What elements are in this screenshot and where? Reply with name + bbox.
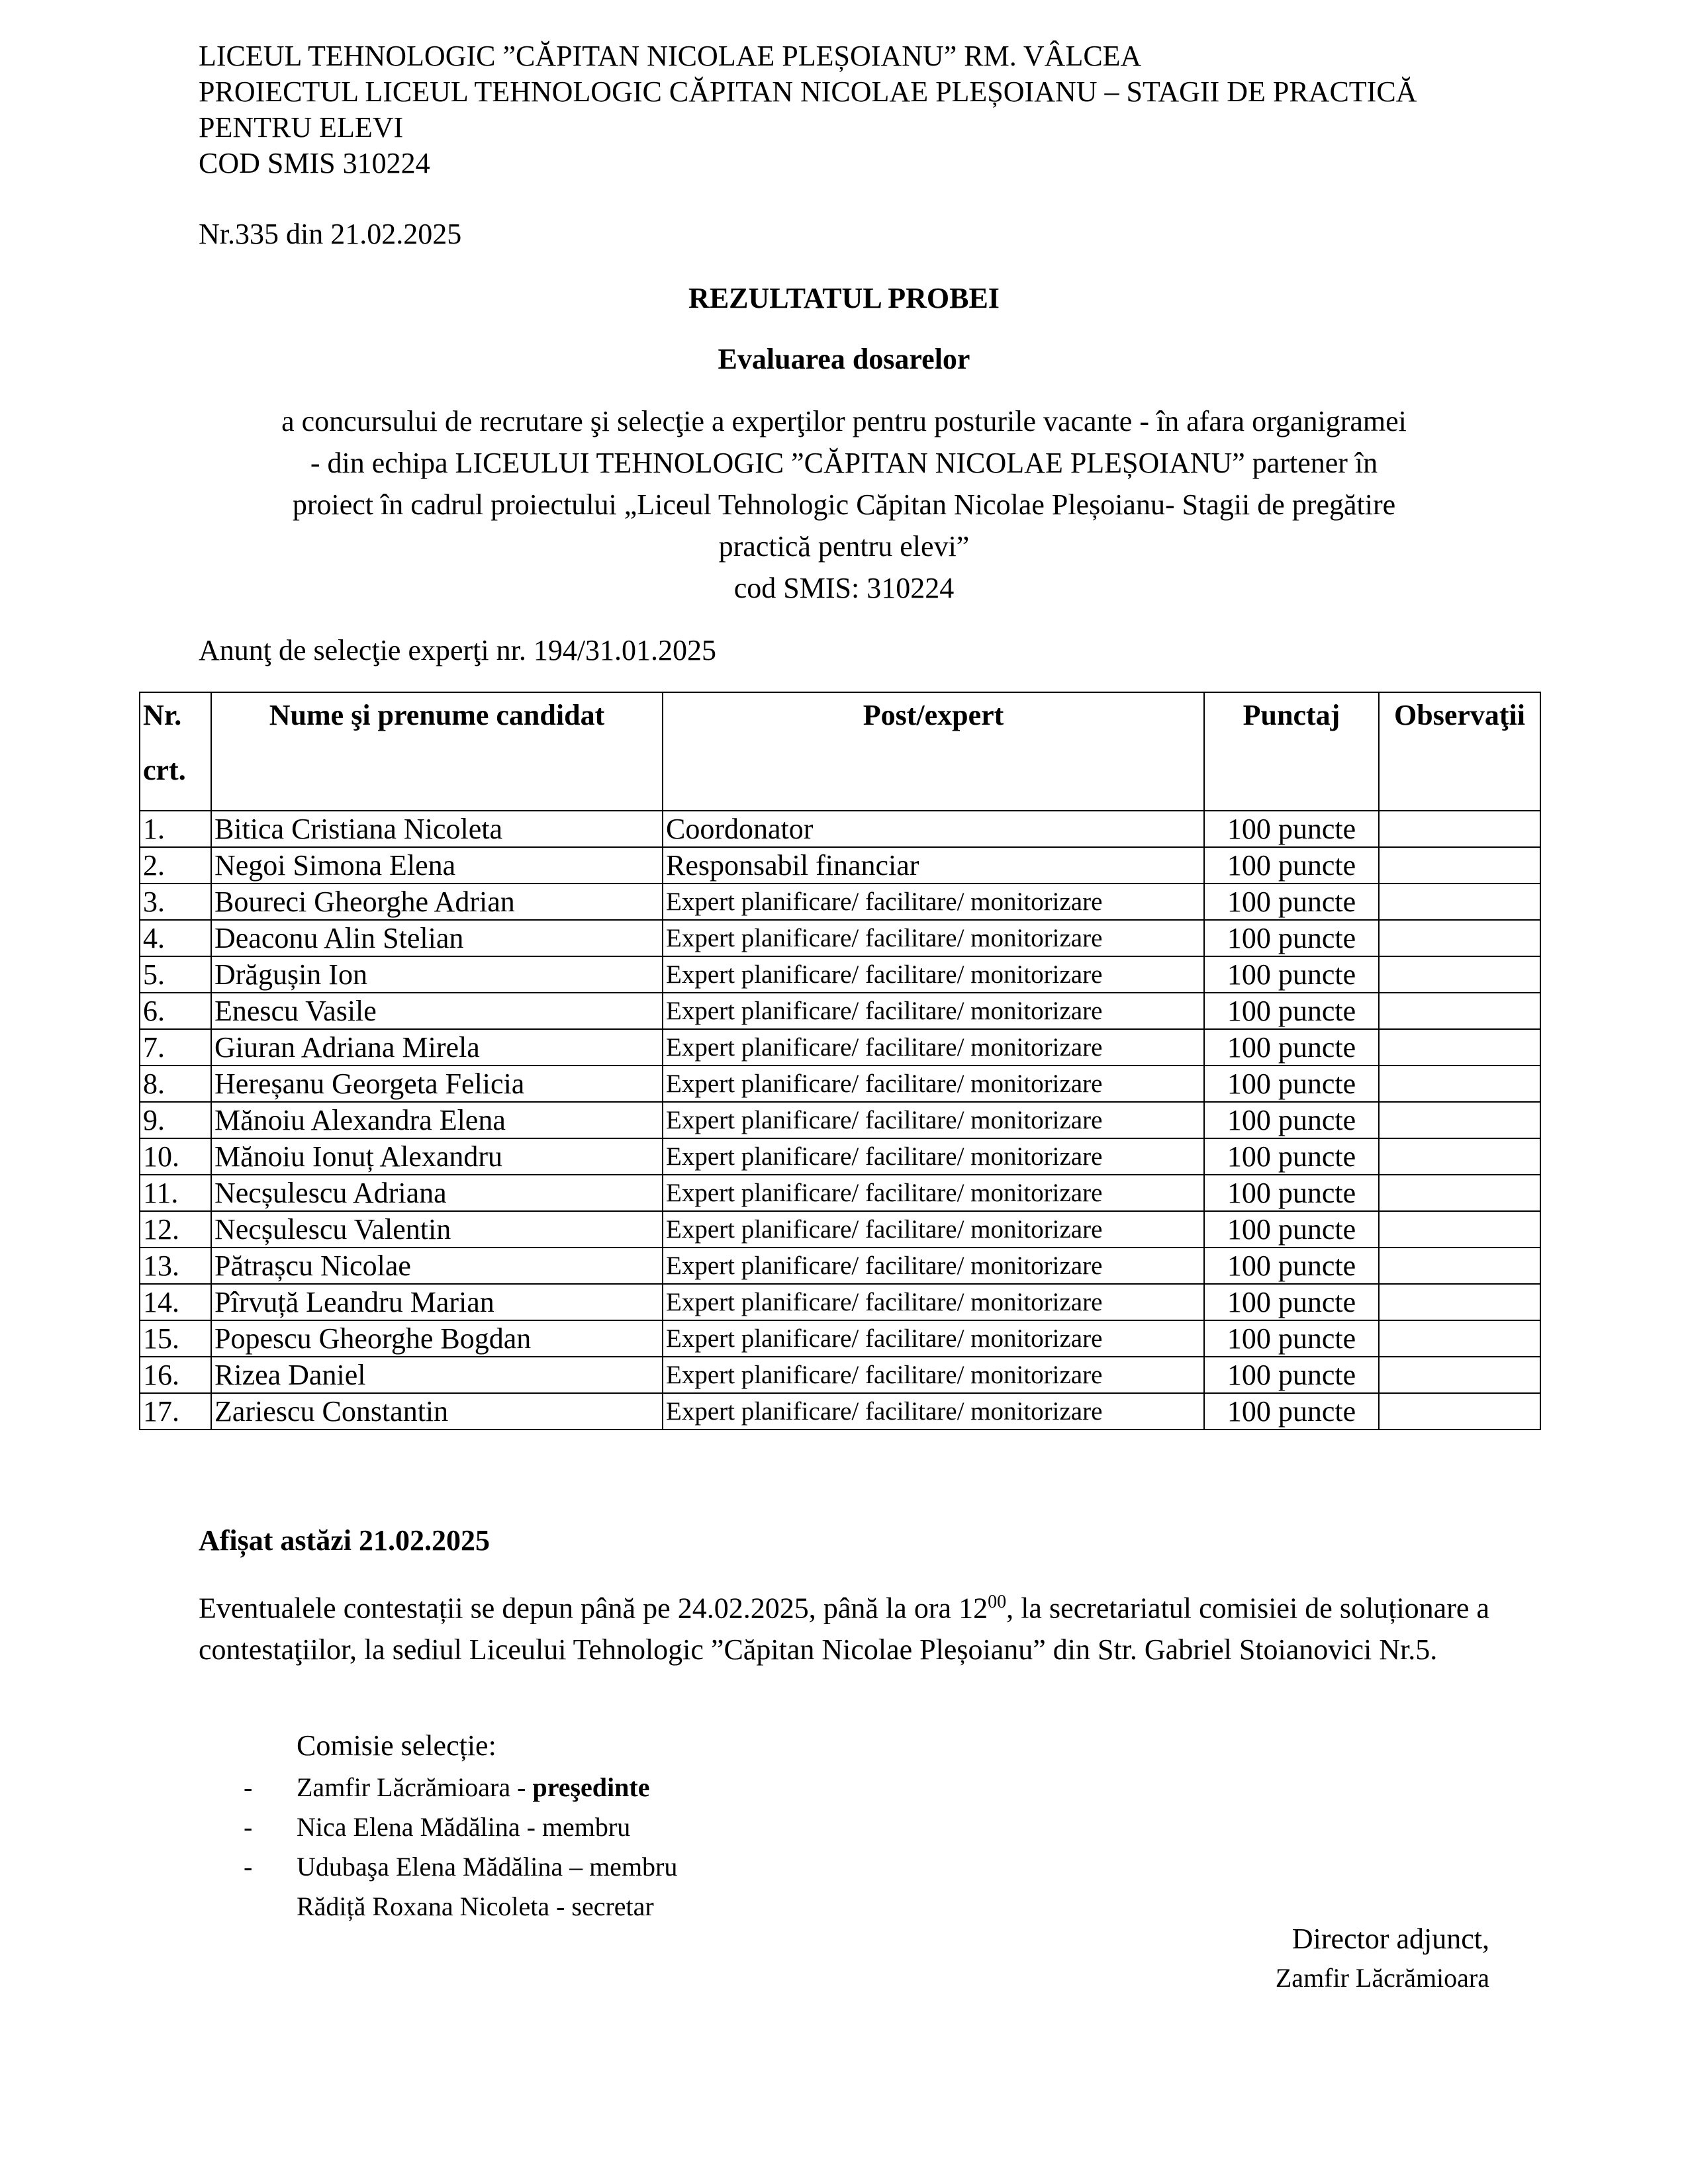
candidate-observations bbox=[1379, 1320, 1540, 1357]
table-row bbox=[140, 1284, 1540, 1320]
table-header-row bbox=[140, 692, 1540, 811]
candidate-observations bbox=[1379, 1029, 1540, 1066]
header-line: PENTRU ELEVI bbox=[199, 111, 404, 144]
candidate-name: Drăgușin Ion bbox=[211, 956, 663, 993]
table-row bbox=[140, 1138, 1540, 1175]
header-name: Nume şi prenume candidat bbox=[211, 692, 663, 811]
signature-name: Zamfir Lăcrămioara bbox=[1275, 1963, 1489, 1993]
candidate-name: Rizea Daniel bbox=[211, 1357, 663, 1393]
committee-member: - Udubaşa Elena Mădălina – membru bbox=[244, 1852, 678, 1882]
candidate-score: 100 puncte bbox=[1204, 1175, 1379, 1211]
candidate-score: 100 puncte bbox=[1204, 956, 1379, 993]
candidate-name: Deaconu Alin Stelian bbox=[211, 920, 663, 956]
candidate-observations bbox=[1379, 1066, 1540, 1102]
candidate-name: Hereșanu Georgeta Felicia bbox=[211, 1066, 663, 1102]
candidate-post: Expert planificare/ facilitare/ monitorizare bbox=[663, 1102, 1204, 1138]
candidate-score: 100 puncte bbox=[1204, 1248, 1379, 1284]
row-number: 16. bbox=[140, 1357, 211, 1393]
candidate-score: 100 puncte bbox=[1204, 847, 1379, 884]
candidate-name: Mănoiu Alexandra Elena bbox=[211, 1102, 663, 1138]
candidate-observations bbox=[1379, 1393, 1540, 1430]
candidate-post: Expert planificare/ facilitare/ monitorizare bbox=[663, 1284, 1204, 1320]
candidate-post: Expert planificare/ facilitare/ monitorizare bbox=[663, 1029, 1204, 1066]
candidate-score: 100 puncte bbox=[1204, 993, 1379, 1029]
candidate-observations bbox=[1379, 1138, 1540, 1175]
candidate-name: Mănoiu Ionuț Alexandru bbox=[211, 1138, 663, 1175]
candidate-observations bbox=[1379, 1211, 1540, 1248]
candidate-observations bbox=[1379, 956, 1540, 993]
candidate-name: Necșulescu Adriana bbox=[211, 1175, 663, 1211]
candidate-post: Expert planificare/ facilitare/ monitorizare bbox=[663, 920, 1204, 956]
candidate-score: 100 puncte bbox=[1204, 811, 1379, 847]
row-number: 3. bbox=[140, 884, 211, 920]
contest-notice: Eventualele contestații se depun până pe 24.02.2025, până la ora $12^{00}$, la secretariatul comisiei de soluționare a contestaţiilor, la sediul Liceului Tehnologic ”Căpitan Nicolae Pleșoianu” din Str. Gabriel Stoianovici Nr.5. bbox=[199, 1592, 1490, 1666]
candidate-score: 100 puncte bbox=[1204, 1138, 1379, 1175]
candidate-score: 100 puncte bbox=[1204, 1393, 1379, 1430]
candidate-score: 100 puncte bbox=[1204, 920, 1379, 956]
candidate-name: Popescu Gheorghe Bogdan bbox=[211, 1320, 663, 1357]
table-row bbox=[140, 1393, 1540, 1430]
table-row bbox=[140, 1357, 1540, 1393]
row-number: 14. bbox=[140, 1284, 211, 1320]
candidate-post: Expert planificare/ facilitare/ monitorizare bbox=[663, 1066, 1204, 1102]
candidate-score: 100 puncte bbox=[1204, 1066, 1379, 1102]
candidate-name: Giuran Adriana Mirela bbox=[211, 1029, 663, 1066]
description-line: - din echipa LICEULUI TEHNOLOGIC ”CĂPITAN NICOLAE PLEȘOIANU” partener în bbox=[310, 447, 1378, 479]
candidate-name: Enescu Vasile bbox=[211, 993, 663, 1029]
table-row bbox=[140, 884, 1540, 920]
candidate-observations bbox=[1379, 1357, 1540, 1393]
description-line: a concursului de recrutare şi selecţie a experţilor pentru posturile vacante - în afara organigramei bbox=[281, 405, 1407, 437]
committee-member: - Zamfir Lăcrămioara - preşedinte bbox=[244, 1772, 650, 1802]
description-line: cod SMIS: 310224 bbox=[733, 572, 955, 604]
candidate-post: Expert planificare/ facilitare/ monitorizare bbox=[663, 1393, 1204, 1430]
candidate-score: 100 puncte bbox=[1204, 1211, 1379, 1248]
table-row bbox=[140, 1029, 1540, 1066]
results-table bbox=[139, 692, 1541, 1430]
signature-title: Director adjunct, bbox=[1291, 1923, 1489, 1955]
posted-date: Afișat astăzi 21.02.2025 bbox=[199, 1524, 490, 1557]
candidate-post: Expert planificare/ facilitare/ monitorizare bbox=[663, 1320, 1204, 1357]
candidate-post: Coordonator bbox=[663, 811, 1204, 847]
candidate-observations bbox=[1379, 1248, 1540, 1284]
candidate-name: Bitica Cristiana Nicoleta bbox=[211, 811, 663, 847]
committee-member: Rădiță Roxana Nicoleta - secretar bbox=[297, 1891, 654, 1921]
candidate-name: Pîrvuță Leandru Marian bbox=[211, 1284, 663, 1320]
row-number: 1. bbox=[140, 811, 211, 847]
row-number: 12. bbox=[140, 1211, 211, 1248]
institution-header bbox=[199, 38, 1417, 181]
document-subtitle: Evaluarea dosarelor bbox=[718, 343, 970, 375]
document-title: REZULTATUL PROBEI bbox=[688, 282, 1000, 314]
header-nr: Nr. crt. bbox=[140, 692, 211, 811]
candidate-score: 100 puncte bbox=[1204, 884, 1379, 920]
table-row bbox=[140, 1066, 1540, 1102]
row-number: 4. bbox=[140, 920, 211, 956]
candidate-post: Expert planificare/ facilitare/ monitorizare bbox=[663, 884, 1204, 920]
candidate-score: 100 puncte bbox=[1204, 1102, 1379, 1138]
table-row bbox=[140, 956, 1540, 993]
committee-title: Comisie selecție: bbox=[297, 1729, 496, 1762]
candidate-name: Necșulescu Valentin bbox=[211, 1211, 663, 1248]
candidate-name: Zariescu Constantin bbox=[211, 1393, 663, 1430]
candidate-observations bbox=[1379, 993, 1540, 1029]
committee-member: - Nica Elena Mădălina - membru bbox=[244, 1812, 631, 1842]
table-row bbox=[140, 920, 1540, 956]
candidate-post: Responsabil financiar bbox=[663, 847, 1204, 884]
table-row bbox=[140, 993, 1540, 1029]
candidate-observations bbox=[1379, 1102, 1540, 1138]
candidate-score: 100 puncte bbox=[1204, 1320, 1379, 1357]
description-line: practică pentru elevi” bbox=[718, 530, 970, 563]
row-number: 15. bbox=[140, 1320, 211, 1357]
candidate-name: Negoi Simona Elena bbox=[211, 847, 663, 884]
candidate-observations bbox=[1379, 811, 1540, 847]
header-line: COD SMIS 310224 bbox=[199, 147, 430, 179]
row-number: 5. bbox=[140, 956, 211, 993]
row-number: 8. bbox=[140, 1066, 211, 1102]
candidate-score: 100 puncte bbox=[1204, 1357, 1379, 1393]
header-line: PROIECTUL LICEUL TEHNOLOGIC CĂPITAN NICOLAE PLEȘOIANU – STAGII DE PRACTICĂ bbox=[199, 75, 1417, 108]
table-row bbox=[140, 847, 1540, 884]
candidate-name: Pătrașcu Nicolae bbox=[211, 1248, 663, 1284]
table-row bbox=[140, 1211, 1540, 1248]
table-row bbox=[140, 1248, 1540, 1284]
table-row bbox=[140, 811, 1540, 847]
row-number: 11. bbox=[140, 1175, 211, 1211]
candidate-observations bbox=[1379, 847, 1540, 884]
candidate-post: Expert planificare/ facilitare/ monitorizare bbox=[663, 1175, 1204, 1211]
row-number: 7. bbox=[140, 1029, 211, 1066]
candidate-observations bbox=[1379, 1175, 1540, 1211]
candidate-post: Expert planificare/ facilitare/ monitorizare bbox=[663, 993, 1204, 1029]
candidate-post: Expert planificare/ facilitare/ monitorizare bbox=[663, 1211, 1204, 1248]
table-row bbox=[140, 1102, 1540, 1138]
description bbox=[165, 400, 1523, 609]
table-row bbox=[140, 1320, 1540, 1357]
candidate-post: Expert planificare/ facilitare/ monitorizare bbox=[663, 1248, 1204, 1284]
row-number: 13. bbox=[140, 1248, 211, 1284]
table-row bbox=[140, 1175, 1540, 1211]
row-number: 10. bbox=[140, 1138, 211, 1175]
table-body bbox=[140, 811, 1540, 1430]
document-number: Nr.335 din 21.02.2025 bbox=[199, 218, 462, 250]
description-line: proiect în cadrul proiectului „Liceul Tehnologic Căpitan Nicolae Pleșoianu- Stagii de pregătire bbox=[292, 488, 1396, 521]
candidate-post: Expert planificare/ facilitare/ monitorizare bbox=[663, 1138, 1204, 1175]
candidate-observations bbox=[1379, 884, 1540, 920]
announcement: Anunţ de selecţie experţi nr. 194/31.01.2025 bbox=[199, 634, 717, 666]
header-line: LICEUL TEHNOLOGIC ”CĂPITAN NICOLAE PLEȘOIANU” RM. VÂLCEA bbox=[199, 40, 1142, 72]
row-number: 2. bbox=[140, 847, 211, 884]
header-observations: Observaţii bbox=[1379, 692, 1540, 811]
candidate-observations bbox=[1379, 1284, 1540, 1320]
row-number: 17. bbox=[140, 1393, 211, 1430]
header-score: Punctaj bbox=[1204, 692, 1379, 811]
candidate-score: 100 puncte bbox=[1204, 1029, 1379, 1066]
candidate-post: Expert planificare/ facilitare/ monitorizare bbox=[663, 1357, 1204, 1393]
row-number: 9. bbox=[140, 1102, 211, 1138]
candidate-score: 100 puncte bbox=[1204, 1284, 1379, 1320]
candidate-name: Boureci Gheorghe Adrian bbox=[211, 884, 663, 920]
candidate-observations bbox=[1379, 920, 1540, 956]
header-post: Post/expert bbox=[663, 692, 1204, 811]
row-number: 6. bbox=[140, 993, 211, 1029]
candidate-post: Expert planificare/ facilitare/ monitorizare bbox=[663, 956, 1204, 993]
